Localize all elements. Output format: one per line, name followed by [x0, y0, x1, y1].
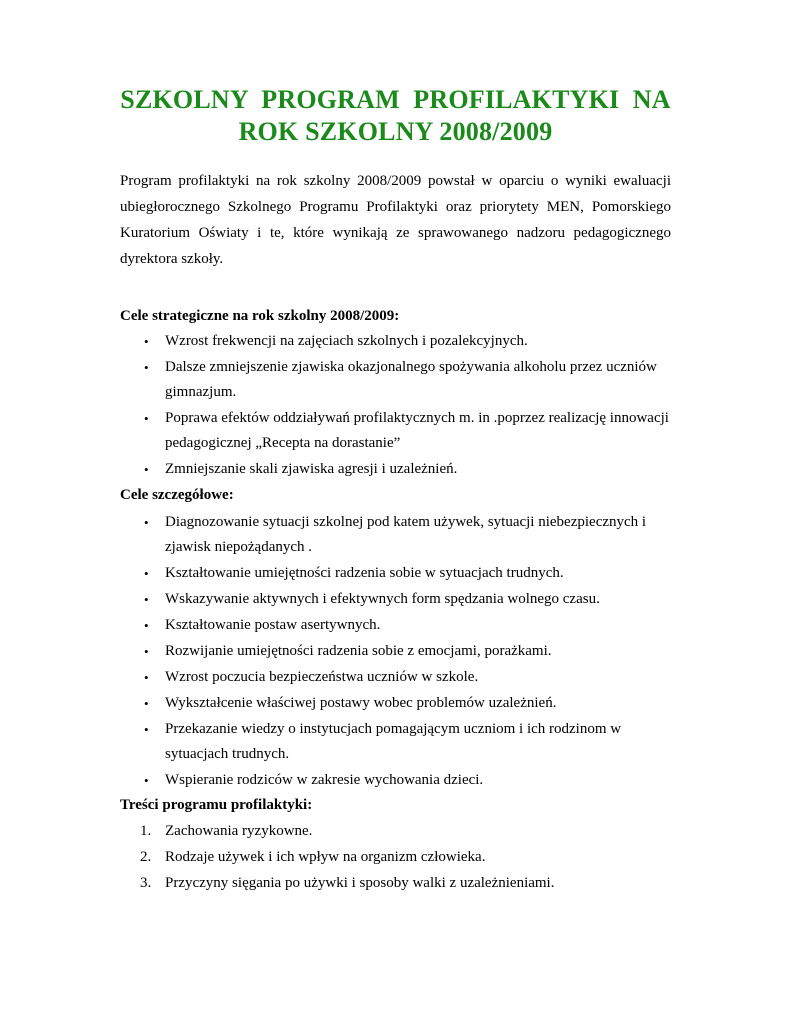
- list-item: [120, 510, 671, 560]
- list-item: [120, 587, 671, 612]
- program-content-list: [120, 819, 671, 897]
- detailed-goals-list: [120, 510, 671, 794]
- list-item: [120, 457, 671, 482]
- list-item-number: 3.: [140, 875, 152, 891]
- bullet-icon: •: [144, 360, 149, 375]
- bullet-icon: •: [144, 644, 149, 659]
- list-item-number: 1.: [140, 823, 152, 839]
- bullet-icon: •: [144, 773, 149, 788]
- list-item: [120, 845, 671, 870]
- list-item: [120, 613, 671, 638]
- title-line-1: SZKOLNY PROGRAM PROFILAKTYKI NA: [120, 85, 671, 114]
- program-content-heading: Treści programu profilaktyki:: [120, 797, 313, 813]
- list-item: [120, 691, 671, 716]
- list-item-text: Rozwijanie umiejętności radzenia sobie z emocjami, porażkami.: [165, 643, 552, 659]
- bullet-icon: •: [144, 618, 149, 633]
- list-item: [120, 871, 671, 896]
- strategic-goals-list: [120, 329, 671, 483]
- bullet-icon: •: [144, 334, 149, 349]
- list-item: [120, 329, 671, 354]
- list-item-text: Zmniejszanie skali zjawiska agresji i uzależnień.: [165, 461, 458, 477]
- bullet-icon: •: [144, 670, 149, 685]
- list-item: [120, 639, 671, 664]
- bullet-icon: •: [144, 411, 149, 426]
- title-line-2: ROK SZKOLNY 2008/2009: [238, 117, 553, 146]
- list-item-text: Wykształcenie właściwej postawy wobec problemów uzależnień.: [165, 695, 557, 711]
- intro-paragraph: Program profilaktyki na rok szkolny 2008/2009 powstał w oparciu o wyniki ewaluacji ubiegłorocznego Szkolnego Programu Profilaktyki oraz priorytety MEN, Pomorskiego Kuratorium Oświaty i te, które wynikają ze sprawowanego nadzoru pedagogicznego dyrektora szkoły.: [120, 173, 671, 267]
- list-item-text: Wspieranie rodziców w zakresie wychowania dzieci.: [165, 772, 484, 788]
- list-item: [120, 717, 671, 767]
- list-item-number: 2.: [140, 849, 152, 865]
- list-item-text: Rodzaje używek i ich wpływ na organizm człowieka.: [165, 849, 486, 865]
- detailed-goals-heading: Cele szczegółowe:: [120, 487, 234, 503]
- list-item: [120, 406, 671, 456]
- bullet-icon: •: [144, 566, 149, 581]
- list-item: [120, 819, 671, 844]
- list-item-text: Wskazywanie aktywnych i efektywnych form spędzania wolnego czasu.: [165, 591, 600, 607]
- list-item-text: Diagnozowanie sytuacji szkolnej pod katem używek, sytuacji niebezpiecznych i zjawisk niepożądanych .: [165, 514, 647, 555]
- list-item-text: Zachowania ryzykowne.: [165, 823, 313, 839]
- bullet-icon: •: [144, 515, 149, 530]
- list-item-text: Wzrost poczucia bezpieczeństwa uczniów w szkole.: [165, 669, 479, 685]
- list-item-text: Poprawa efektów oddziaływań profilaktycznych m. in .poprzez realizację innowacji pedagogicznej „Recepta na dorastanie”: [165, 410, 669, 451]
- bullet-icon: •: [144, 592, 149, 607]
- bullet-icon: •: [144, 462, 149, 477]
- list-item: [120, 665, 671, 690]
- list-item-text: Kształtowanie postaw asertywnych.: [165, 617, 381, 633]
- bullet-icon: •: [144, 722, 149, 737]
- list-item: [120, 355, 671, 405]
- list-item-text: Kształtowanie umiejętności radzenia sobie w sytuacjach trudnych.: [165, 565, 564, 581]
- strategic-goals-heading: Cele strategiczne na rok szkolny 2008/2009:: [120, 308, 400, 324]
- bullet-icon: •: [144, 696, 149, 711]
- list-item: [120, 561, 671, 586]
- list-item-text: Wzrost frekwencji na zajęciach szkolnych i pozalekcyjnych.: [165, 333, 528, 349]
- list-item-text: Przekazanie wiedzy o instytucjach pomagającym uczniom i ich rodzinom w sytuacjach trudnych.: [165, 721, 622, 762]
- list-item: [120, 768, 671, 793]
- document-title: [60, 84, 731, 148]
- list-item-text: Dalsze zmniejszenie zjawiska okazjonalnego spożywania alkoholu przez uczniów gimnazjum.: [165, 359, 657, 400]
- list-item-text: Przyczyny sięgania po używki i sposoby walki z uzależnieniami.: [165, 875, 555, 891]
